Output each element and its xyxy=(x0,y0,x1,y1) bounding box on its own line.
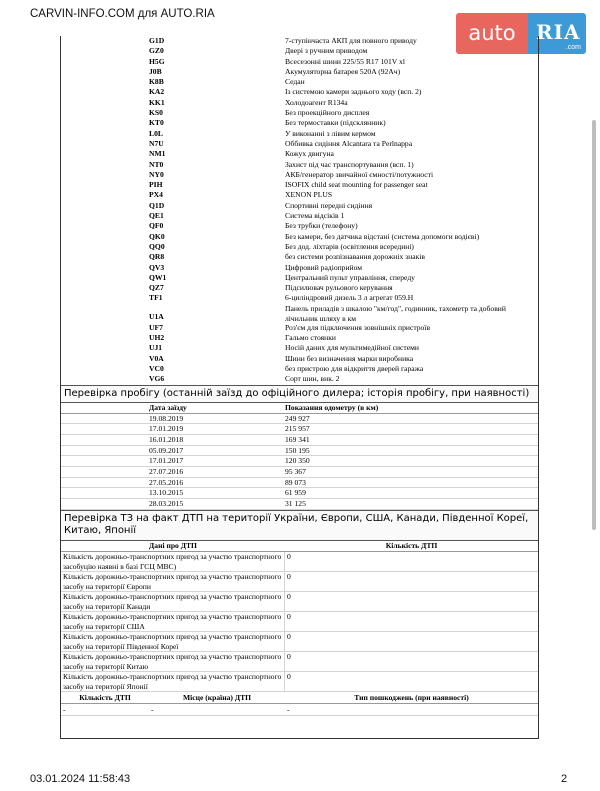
logo-ria-com: .com xyxy=(565,44,581,51)
mileage-km: 89 073 xyxy=(285,477,306,487)
footer-page-number: 2 xyxy=(561,773,568,785)
option-row xyxy=(61,304,538,323)
option-row xyxy=(61,139,538,149)
option-row xyxy=(61,374,538,384)
mileage-km: 95 367 xyxy=(285,467,306,477)
mileage-km: 120 350 xyxy=(285,456,310,466)
dtp-row xyxy=(61,632,538,652)
option-description: Панель приладів з шкалою "км/год", годинник, тахометр та добовий лічильник шляху в км xyxy=(285,303,506,324)
option-code: TF1 xyxy=(149,293,163,303)
option-code: VG6 xyxy=(149,374,165,384)
option-description: Без проекційного дисплея xyxy=(285,108,370,118)
option-code: QQ0 xyxy=(149,241,165,251)
option-code: L0L xyxy=(149,128,163,138)
mileage-section-title: Перевірка пробігу (останній заїзд до офіційного дилера; історія пробігу, при наявності) xyxy=(61,385,538,403)
option-description: 7-ступінчаста АКП для повного приводу xyxy=(285,36,417,45)
dtp-label: Кількість дорожньо-транспортних пригод за участю транспортного засобу на території Південної Кореї xyxy=(61,632,285,651)
option-description: Без трубки (телефону) xyxy=(285,221,358,231)
option-description: 6-циліндровий дизель 3 л агрегат 059.H xyxy=(285,293,414,303)
option-code: N7U xyxy=(149,138,164,148)
dtp-label: Кількість дорожньо-транспортних пригод за участю транспортного засобу на території Китаю xyxy=(61,652,285,671)
mileage-date: 05.09.2017 xyxy=(149,445,184,455)
mileage-row xyxy=(61,478,538,489)
equipment-options-list xyxy=(61,36,538,385)
option-description: Всесезонні шини 225/55 R17 101V xl xyxy=(285,56,405,66)
option-row xyxy=(61,211,538,221)
dtp-label: Кількість дорожньо-транспортних пригод за участю транспортного засобуцію наявні в базі ГСЦ МВС) xyxy=(61,552,285,571)
option-code: NM1 xyxy=(149,149,166,159)
logo-auto-part: auto xyxy=(456,13,528,54)
mileage-col-odometer: Показання одометру (в км) xyxy=(285,402,379,412)
dtp-value: 0 xyxy=(287,611,291,621)
mileage-row xyxy=(61,435,538,446)
option-row xyxy=(61,293,538,303)
option-description: Гальмо стоянки xyxy=(285,333,336,343)
option-code: KK1 xyxy=(149,97,165,107)
dtp-row xyxy=(61,552,538,572)
dtp-col-count: Кількість ДТП xyxy=(385,540,438,550)
option-description: У виконанні з лівим кермом xyxy=(285,128,376,138)
accidents-col-place: Місце (країна) ДТП xyxy=(182,692,252,702)
option-code: VC0 xyxy=(149,363,164,373)
scrollbar[interactable] xyxy=(592,120,596,530)
option-code: QE1 xyxy=(149,211,164,221)
mileage-row xyxy=(61,499,538,510)
option-description: Без камери, без датчика відстані (система допомоги водієві) xyxy=(285,231,480,241)
dtp-row xyxy=(61,592,538,612)
mileage-row xyxy=(61,446,538,457)
option-code: NT0 xyxy=(149,159,164,169)
mileage-date: 17.01.2017 xyxy=(149,456,184,466)
option-row xyxy=(61,36,538,46)
dtp-value: 0 xyxy=(287,671,291,681)
mileage-km: 61 959 xyxy=(285,488,306,498)
option-code: KT0 xyxy=(149,118,164,128)
option-row xyxy=(61,118,538,128)
accidents-table-row xyxy=(61,704,538,716)
mileage-date: 19.08.2019 xyxy=(149,413,184,423)
option-row xyxy=(61,77,538,87)
option-row xyxy=(61,343,538,353)
mileage-date: 16.01.2018 xyxy=(149,434,184,444)
option-row xyxy=(61,333,538,343)
page-header-source: CARVIN-INFO.COM для AUTO.RIA xyxy=(30,8,215,20)
option-description: Седан xyxy=(285,77,305,87)
option-description: Носій даних для мультимедійної системи xyxy=(285,343,419,353)
option-row xyxy=(61,160,538,170)
mileage-date: 27.05.2016 xyxy=(149,477,184,487)
dtp-value: 0 xyxy=(287,551,291,561)
option-row xyxy=(61,190,538,200)
mileage-date: 27.07.2016 xyxy=(149,467,184,477)
option-code: V0A xyxy=(149,353,164,363)
option-description: Підсилювач рульового керування xyxy=(285,283,393,293)
dtp-row xyxy=(61,672,538,692)
option-row xyxy=(61,67,538,77)
option-code: H5G xyxy=(149,56,165,66)
dtp-value: 0 xyxy=(287,591,291,601)
report-document xyxy=(60,36,539,739)
option-row xyxy=(61,149,538,159)
dtp-row xyxy=(61,572,538,592)
option-row xyxy=(61,108,538,118)
option-code: NY0 xyxy=(149,169,164,179)
dtp-row xyxy=(61,652,538,672)
mileage-km: 215 957 xyxy=(285,424,310,434)
option-description: XENON PLUS xyxy=(285,190,333,200)
accidents-col-damage: Тип пошкоджень (при наявності) xyxy=(354,692,469,702)
option-code: QF0 xyxy=(149,221,164,231)
option-code: PX4 xyxy=(149,190,163,200)
mileage-col-date: Дата заїзду xyxy=(149,402,187,412)
option-description: Із системою камери заднього ходу (всп. 2) xyxy=(285,87,422,97)
option-description: Шини без визначення марки виробника xyxy=(285,353,414,363)
option-description: Без дод. ліхтарів (освітлення всередині) xyxy=(285,241,414,251)
option-code: QW1 xyxy=(149,272,167,282)
option-code: UJ1 xyxy=(149,343,163,353)
option-row xyxy=(61,263,538,273)
option-description: АКБ/генератор звичайної ємності/потужності xyxy=(285,169,434,179)
option-code: QR8 xyxy=(149,252,165,262)
option-description: Кожух двигуна xyxy=(285,149,334,159)
option-description: Система відсіків 1 xyxy=(285,211,345,221)
option-row xyxy=(61,221,538,231)
dtp-value: 0 xyxy=(287,651,291,661)
dtp-col-data: Дані про ДТП xyxy=(149,540,197,550)
footer-datetime: 03.01.2024 11:58:43 xyxy=(30,773,131,785)
option-description: Сорт шин, вик. 2 xyxy=(285,374,340,384)
option-description: Цифровий радіоприйом xyxy=(285,262,363,272)
option-code: J0B xyxy=(149,66,162,76)
mileage-row xyxy=(61,424,538,435)
mileage-km: 169 341 xyxy=(285,434,310,444)
mileage-date: 13.10.2015 xyxy=(149,488,184,498)
option-row xyxy=(61,57,538,67)
mileage-table-body xyxy=(61,414,538,510)
accidents-count-value: - xyxy=(63,704,66,714)
option-description: без системи розпізнавання дорожніх знаків xyxy=(285,252,425,262)
option-description: без пристрою для відкриття дверей гаража xyxy=(285,363,424,373)
option-row xyxy=(61,323,538,333)
option-row xyxy=(61,46,538,56)
option-code: QV3 xyxy=(149,262,165,272)
option-description: Оббивка сидіння Alcantara та Perlnappa xyxy=(285,138,413,148)
dtp-label: Кількість дорожньо-транспортних пригод за участю транспортного засобу на території Японії xyxy=(61,672,285,691)
option-code: KA2 xyxy=(149,87,165,97)
mileage-row xyxy=(61,488,538,499)
dtp-label: Кількість дорожньо-транспортних пригод за участю транспортного засобу на території США xyxy=(61,612,285,631)
dtp-section-title: Перевірка ТЗ на факт ДТП на території України, Європи, США, Канади, Південної Кореї, Китаю, Японії xyxy=(61,510,538,541)
dtp-value: 0 xyxy=(287,631,291,641)
accidents-damage-value: - xyxy=(287,704,290,714)
option-description: Без термоставки (підсклянник) xyxy=(285,118,386,128)
option-code: UF7 xyxy=(149,322,163,332)
option-description: Центральний пульт управління, спереду xyxy=(285,272,415,282)
mileage-date: 28.03.2015 xyxy=(149,499,184,509)
option-code: UH2 xyxy=(149,333,165,343)
accidents-place-value: - xyxy=(151,704,154,714)
option-description: Спортивні передні сидіння xyxy=(285,200,373,210)
option-code: Q1D xyxy=(149,200,165,210)
option-row xyxy=(61,273,538,283)
option-code: KS0 xyxy=(149,108,163,118)
option-code: K8B xyxy=(149,77,164,87)
option-description: ISOFIX child seat mounting for passenger seat xyxy=(285,180,428,190)
option-row xyxy=(61,98,538,108)
dtp-table-body xyxy=(61,552,538,692)
mileage-row xyxy=(61,467,538,478)
option-description: Акумуляторна батарея 520A (92Ач) xyxy=(285,66,401,76)
option-row xyxy=(61,201,538,211)
option-description: Захист під час транспортування (всп. 1) xyxy=(285,159,414,169)
dtp-value: 0 xyxy=(287,571,291,581)
mileage-km: 150 195 xyxy=(285,445,310,455)
option-row xyxy=(61,87,538,97)
option-code: QZ7 xyxy=(149,283,164,293)
option-row xyxy=(61,170,538,180)
option-row xyxy=(61,364,538,374)
dtp-label: Кількість дорожньо-транспортних пригод за участю транспортного засобу на території Європи xyxy=(61,572,285,591)
option-row xyxy=(61,242,538,252)
option-code: U1A xyxy=(149,312,164,322)
mileage-date: 17.01.2019 xyxy=(149,424,184,434)
option-code: PIH xyxy=(149,180,163,190)
option-code: GZ0 xyxy=(149,46,164,56)
option-row xyxy=(61,232,538,242)
option-description: Роз'єм для підключення зовнішніх пристроїв xyxy=(285,322,431,332)
dtp-row xyxy=(61,612,538,632)
mileage-km: 249 927 xyxy=(285,413,310,423)
option-row xyxy=(61,129,538,139)
option-code: QK0 xyxy=(149,231,165,241)
mileage-row xyxy=(61,414,538,425)
logo-ria-text: RIA xyxy=(536,20,581,44)
accidents-col-count: Кількість ДТП xyxy=(79,692,131,702)
option-code: G1D xyxy=(149,36,165,45)
mileage-km: 31 125 xyxy=(285,499,306,509)
dtp-label: Кількість дорожньо-транспортних пригод за участю транспортного засобу на території Канади xyxy=(61,592,285,611)
mileage-table-header xyxy=(61,403,538,414)
accidents-table-header xyxy=(61,692,538,704)
option-row xyxy=(61,252,538,262)
option-row xyxy=(61,180,538,190)
option-description: Холодоагент R134a xyxy=(285,97,348,107)
mileage-row xyxy=(61,456,538,467)
option-description: Двері з ручним приводом xyxy=(285,46,368,56)
option-row xyxy=(61,354,538,364)
dtp-table-header xyxy=(61,541,538,552)
option-row xyxy=(61,283,538,293)
